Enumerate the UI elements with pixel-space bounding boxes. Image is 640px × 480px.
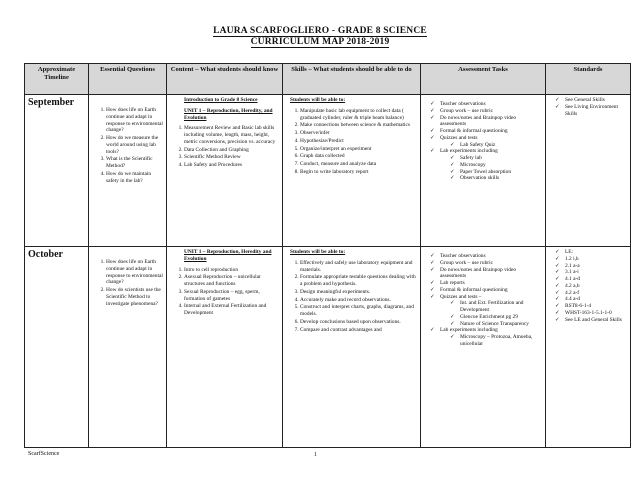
table-row-october <box>25 247 631 448</box>
content-item: 2. Data Collection and Graphing <box>184 147 279 154</box>
content-item: 3. Scientific Method Review <box>184 154 279 161</box>
curriculum-map-table <box>24 63 631 448</box>
questions-cell <box>89 95 167 247</box>
document-title-line-1: LAURA SCARFOGLIERO - GRADE 8 SCIENCE <box>213 26 427 36</box>
assessment-subitem: ✓ Microscopy – Protozoa, Amoeba, unicellular <box>450 334 542 348</box>
assessment-cell <box>421 247 546 448</box>
skills-heading: Students will be able to: <box>290 97 346 103</box>
column-header-assessment: Assessment Tasks <box>421 64 546 95</box>
assessment-subitem: ✓ Microscopy <box>450 162 542 169</box>
column-header-standards: Standards <box>546 64 631 95</box>
standards-cell <box>546 247 631 448</box>
skills-cell <box>283 247 421 448</box>
content-item: 4. Lab Safety and Procedures <box>184 162 279 169</box>
assessment-item: ✓ Group work – use rubric <box>430 260 542 267</box>
standard-item: ✓ 2.1 a-a <box>555 263 627 270</box>
assessment-subitem: ✓ Safety lab <box>450 155 542 162</box>
standard-item: ✓ 4.2 a,b <box>555 283 627 290</box>
assessment-cell <box>421 95 546 247</box>
skill-item: 3. Observe/infer <box>300 130 417 137</box>
skill-item: 6. Graph data collected <box>300 153 417 160</box>
question-item: 2. How do we measure the world around using lab tools? <box>106 135 163 155</box>
assessment-item: ✓ Teacher observations <box>430 101 542 108</box>
assessment-item: ✓ Formal & informal questioning <box>430 128 542 135</box>
question-item: 1. How does life on Earth continue and adapt in response to environmental change? <box>106 259 163 286</box>
column-header-questions: Essential Questions <box>89 64 167 95</box>
question-item: 1. How does life on Earth continue and adapt in response to environmental change? <box>106 107 163 134</box>
assessment-item: ✓ Quizzes and tests – ✓ Int. and Ext. Fertilization and Development ✓ Glencoe Enrichment pg 29 ✓ Nature of Science Transparency <box>430 294 542 328</box>
questions-cell <box>89 247 167 448</box>
question-item: 3. What is the Scientific Method? <box>106 156 163 170</box>
month-cell: September <box>25 95 89 247</box>
standard-item: ✓ 4.2 a-f <box>555 290 627 297</box>
content-item: 4. Internal and External Fertilization and Development <box>184 303 279 317</box>
assessment-item: ✓ Lab reports <box>430 280 542 287</box>
standard-item: ✓ See LE and General Skills <box>555 317 627 324</box>
standard-item: ✓ See General Skills <box>555 97 627 104</box>
standard-item: ✓ 4.1 a-d <box>555 276 627 283</box>
standard-item: ✓ LE: <box>555 249 627 256</box>
question-item: 2. How do scientists use the Scientific Method to investigate phenomena? <box>106 287 163 307</box>
skill-item: 7. Conduct, measure and analyze data <box>300 161 417 168</box>
assessment-item: ✓ Formal & informal questioning <box>430 287 542 294</box>
standards-cell <box>546 95 631 247</box>
content-cell <box>167 247 283 448</box>
standard-item: ✓ 1.2 i,h <box>555 256 627 263</box>
question-item: 4. How do we maintain safety in the lab? <box>106 171 163 185</box>
standard-item: ✓ 3.1 a-i <box>555 269 627 276</box>
assessment-item: ✓ Do nows/notes and Brainpop video assessments <box>430 115 542 129</box>
assessment-subitem: ✓ Nature of Science Transparency <box>450 321 542 328</box>
content-item: 2. Asexual Reproduction – unicellular structures and functions <box>184 274 279 288</box>
content-cell <box>167 95 283 247</box>
page-number: 1 <box>314 452 317 458</box>
table-row-september <box>25 95 631 247</box>
assessment-item: ✓ Teacher observations <box>430 253 542 260</box>
skill-item: 5. Organize/interpret an experiment <box>300 146 417 153</box>
assessment-subitem: ✓ Lab Safety Quiz <box>450 142 542 149</box>
assessment-subitem: ✓ Glencoe Enrichment pg 29 <box>450 314 542 321</box>
skill-item: 4. Accurately make and record observations. <box>300 297 417 304</box>
skill-item: 3. Design meaningful experiments. <box>300 289 417 296</box>
content-heading: Introduction to Grade 8 Science <box>184 97 258 103</box>
skill-item: 5. Construct and interpret charts, graphs, diagrams, and models. <box>300 304 417 318</box>
skill-item: 7. Compare and contrast advantages and <box>300 327 417 334</box>
assessment-subitem: ✓ Paper Towel absorption <box>450 169 542 176</box>
skill-item: 1. Manipulate basic lab equipment to collect data ( graduated cylinder, ruler & triple beam balance) <box>300 108 417 122</box>
column-header-skills: Skills – What students should be able to do <box>283 64 421 95</box>
content-unit-heading: UNIT 1 – Reproduction, Heredity, and Evolution <box>184 107 273 121</box>
skills-heading: Students will be able to: <box>290 249 346 255</box>
table-header-row <box>25 64 631 95</box>
assessment-item: ✓ Quizzes and tests ✓ Lab Safety Quiz <box>430 135 542 149</box>
standard-item: ✓ See Living Environment Skills <box>555 104 627 118</box>
skill-item: 4. Hypothesize/Predict <box>300 138 417 145</box>
content-item: 1. Measurement Review and Basic lab skills including volume, length, mass, height, metric conversions, precision vs. accuracy <box>184 125 279 145</box>
skill-item: 2. Formulate appropriate testable questions dealing with a problem and hypothesis. <box>300 274 417 288</box>
skill-item: 8. Begin to write laboratory report <box>300 169 417 176</box>
footer-site-name: ScarfScience <box>28 451 60 457</box>
skills-cell <box>283 95 421 247</box>
assessment-subitem: ✓ Int. and Ext. Fertilization and Development <box>450 300 542 314</box>
content-unit-heading: UNIT 1 – Reproduction, Heredity and Evolution <box>184 249 272 262</box>
column-header-timeline: Approximate Timeline <box>25 64 89 95</box>
standard-item: ✓ RST8-6-1-4 <box>555 303 627 310</box>
document-title-line-2: CURRICULUM MAP 2018-2019 <box>250 37 390 47</box>
assessment-item: ✓ Do nows/notes and Brainpop video assessments <box>430 267 542 281</box>
column-header-content: Content – What students should know <box>167 64 283 95</box>
assessment-subitem: ✓ Observation skills <box>450 175 542 182</box>
skill-item: 2. Make connections between science & mathematics <box>300 122 417 129</box>
skill-item: 1. Effectively and safely use laboratory equipment and materials. <box>300 260 417 274</box>
assessment-item: ✓ Group work – use rubric <box>430 108 542 115</box>
content-item: 3. Sexual Reproduction – egg, sperm, formation of gametes <box>184 289 279 303</box>
assessment-item: ✓ Lab experiments including ✓ Microscopy – Protozoa, Amoeba, unicellular <box>430 327 542 347</box>
standard-item: ✓ 4.4 a-d <box>555 296 627 303</box>
assessment-item: ✓ Lab experiments including ✓ Safety lab ✓ Microscopy ✓ Paper Towel absorption ✓ Observation skills <box>430 148 542 182</box>
standard-item: ✓ WHST-163-1-5.1-1-0 <box>555 310 627 317</box>
content-item: 1. Intro to cell reproduction <box>184 267 279 274</box>
skill-item: 6. Develop conclusions based upon observations. <box>300 319 417 326</box>
month-cell: October <box>25 247 89 448</box>
